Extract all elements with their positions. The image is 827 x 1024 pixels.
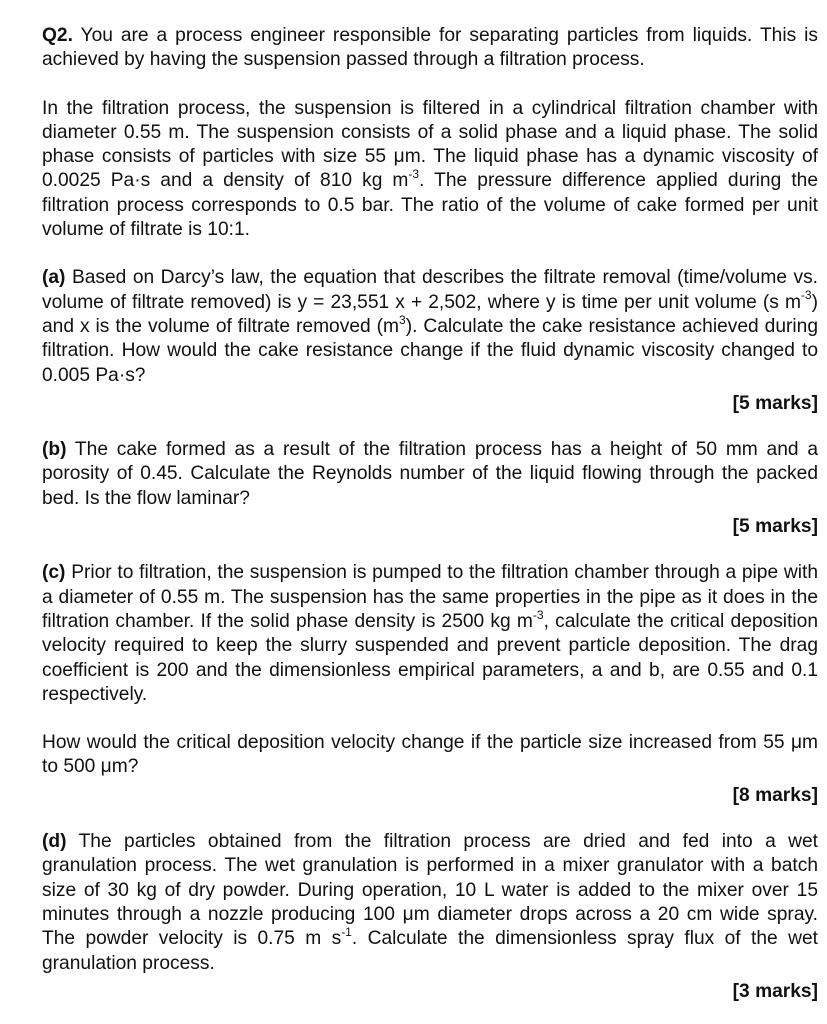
- part-b-text: The cake formed as a result of the filtration process has a height of 50 mm and a porosity of 0.45. Calculate the Reynolds number of the liquid flowing through the packed bed. Is the flow laminar?: [42, 439, 819, 509]
- part-d-superscript: -1: [341, 924, 352, 939]
- part-c: [42, 561, 818, 707]
- question-context: [42, 97, 818, 243]
- part-a-label: (a): [42, 267, 66, 289]
- context-text-2: . The pressure difference applied during the filtration process corresponds to 0.5 bar. The ratio of the volume of cake formed per unit volume of filtrate is 10:1.: [42, 170, 818, 241]
- part-c-label: (c): [42, 562, 66, 584]
- part-a-text-2: ) and x is the volume of filtrate removed (m: [42, 291, 818, 337]
- part-c-superscript: -3: [532, 607, 544, 622]
- question-label: Q2.: [42, 25, 73, 46]
- part-a-superscript-2: 3: [399, 312, 406, 327]
- question-intro-text: You are a process engineer responsible for separating particles from liquids. This is achieved by having the suspension passed through a filtration process.: [42, 25, 818, 71]
- part-d-text-1: The particles obtained from the filtration process are dried and fed into a wet granulation process. The wet granulation is performed in a mixer granulator with a batch size of 30 kg of dry powder. During operation, 10 L water is added to the mixer over 15 minutes through a nozzle producing 100 μm diameter drops across a 20 cm wide spray. The powder velocity is 0.75 m s: [42, 831, 819, 950]
- part-d-marks: [3 marks]: [732, 980, 818, 1002]
- part-d: [42, 830, 818, 976]
- part-b-label: (b): [42, 439, 67, 461]
- part-c-text-1: Prior to filtration, the suspension is pumped to the filtration chamber through a pipe with a diameter of 0.55 m. The suspension has the same properties in the pipe as it does in the filtration chamber. If the solid phase density is 2500 kg m: [42, 562, 818, 632]
- part-c-text-2: , calculate the critical deposition velocity required to keep the slurry suspended and prevent particle deposition. The drag coefficient is 200 and the dimensionless empirical parameters, a and b, are 0.55 and 0.1 respectively.: [42, 610, 819, 705]
- part-a: [42, 266, 818, 387]
- question-page: [42, 24, 818, 1004]
- part-c-followup: How would the critical deposition velocity change if the particle size increased from 55 μm to 500 μm?: [42, 732, 818, 778]
- part-c-marks: [8 marks]: [732, 784, 818, 806]
- part-d-text-2: . Calculate the dimensionless spray flux of the wet granulation process.: [42, 928, 818, 974]
- part-a-marks: [5 marks]: [732, 392, 818, 414]
- part-a-text-3: ). Calculate the cake resistance achieved during filtration. How would the cake resistance change if the fluid dynamic viscosity changed to 0.005 Pa·s?: [42, 315, 818, 386]
- context-superscript: -3: [408, 167, 420, 182]
- question-intro: [42, 24, 818, 73]
- part-b: [42, 438, 818, 511]
- part-d-label: (d): [42, 831, 67, 853]
- part-b-marks: [5 marks]: [732, 516, 818, 538]
- context-text-1: In the filtration process, the suspension is filtered in a cylindrical filtration chamber with diameter 0.55 m. The suspension consists of a solid phase and a liquid phase. The solid phase consists of particles with size 55 μm. The liquid phase has a dynamic viscosity of 0.0025 Pa·s and a density of 810 kg m: [42, 97, 818, 192]
- part-a-superscript-1: -3: [800, 288, 812, 303]
- part-a-text-1: Based on Darcy’s law, the equation that describes the filtrate removal (time/volume vs. volume of filtrate removed) is y = 23,551 x + 2,502, where y is time per unit volume (s m: [42, 267, 818, 313]
